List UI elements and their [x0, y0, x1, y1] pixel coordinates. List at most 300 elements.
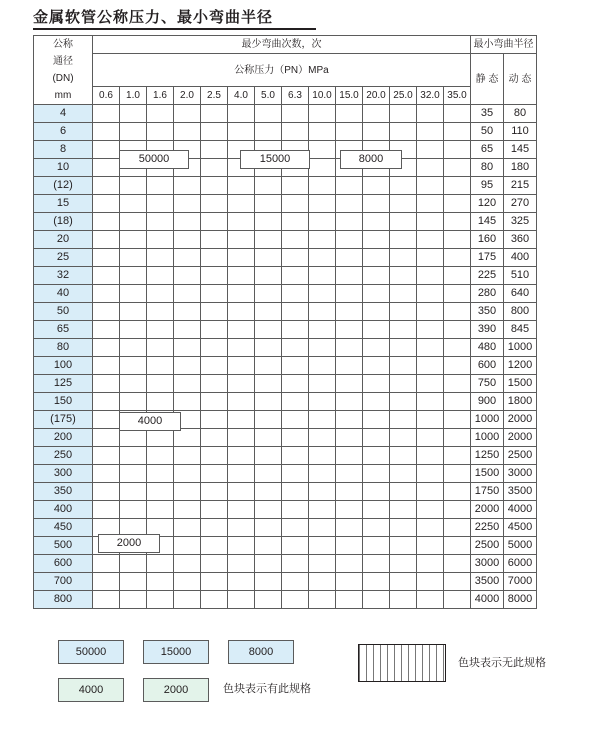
radius-static-cell: 225	[471, 267, 504, 285]
cell-4-1	[120, 177, 147, 195]
cell-4-5	[228, 177, 255, 195]
dn-cell: 300	[34, 465, 93, 483]
cell-6-7	[282, 213, 309, 231]
cell-18-9	[336, 429, 363, 447]
cell-5-5	[228, 195, 255, 213]
cell-26-12	[417, 573, 444, 591]
cell-24-7	[282, 537, 309, 555]
cell-12-1	[120, 321, 147, 339]
cell-19-8	[309, 447, 336, 465]
cell-24-11	[390, 537, 417, 555]
cell-12-10	[363, 321, 390, 339]
radius-dynamic-cell: 1500	[504, 375, 537, 393]
cell-1-11	[390, 123, 417, 141]
table-row	[34, 447, 537, 465]
cell-21-11	[390, 483, 417, 501]
callout-8000: 8000	[340, 150, 402, 169]
cell-9-1	[120, 267, 147, 285]
dn-cell: 32	[34, 267, 93, 285]
cell-6-3	[174, 213, 201, 231]
cell-8-4	[201, 249, 228, 267]
cell-5-12	[417, 195, 444, 213]
cell-18-8	[309, 429, 336, 447]
cell-17-10	[363, 411, 390, 429]
cell-3-4	[201, 159, 228, 177]
cell-19-6	[255, 447, 282, 465]
cell-26-6	[255, 573, 282, 591]
cell-10-5	[228, 285, 255, 303]
cell-26-10	[363, 573, 390, 591]
cell-24-9	[336, 537, 363, 555]
cell-0-13	[444, 105, 471, 123]
cell-24-12	[417, 537, 444, 555]
dn-cell: 100	[34, 357, 93, 375]
cell-1-0	[93, 123, 120, 141]
dn-header-line-3: (DN)	[52, 73, 74, 84]
cell-7-8	[309, 231, 336, 249]
cell-17-5	[228, 411, 255, 429]
cell-7-0	[93, 231, 120, 249]
cell-23-11	[390, 519, 417, 537]
cell-20-4	[201, 465, 228, 483]
cell-0-12	[417, 105, 444, 123]
cell-17-9	[336, 411, 363, 429]
cell-15-13	[444, 375, 471, 393]
cell-10-13	[444, 285, 471, 303]
cell-8-12	[417, 249, 444, 267]
cell-6-2	[147, 213, 174, 231]
dn-cell: 15	[34, 195, 93, 213]
cell-11-9	[336, 303, 363, 321]
cell-23-8	[309, 519, 336, 537]
cell-16-10	[363, 393, 390, 411]
cell-15-2	[147, 375, 174, 393]
cell-10-11	[390, 285, 417, 303]
table-row	[34, 501, 537, 519]
radius-static-cell: 3000	[471, 555, 504, 573]
table-row	[34, 267, 537, 285]
pn-header-1: 1.0	[120, 87, 147, 105]
callout-4000: 4000	[119, 412, 181, 431]
legend-item-8000: 8000	[228, 640, 294, 664]
cell-12-8	[309, 321, 336, 339]
cell-0-7	[282, 105, 309, 123]
cell-12-9	[336, 321, 363, 339]
cell-25-0	[93, 555, 120, 573]
cell-4-6	[255, 177, 282, 195]
cell-4-2	[147, 177, 174, 195]
cell-8-7	[282, 249, 309, 267]
cell-21-9	[336, 483, 363, 501]
cell-17-0	[93, 411, 120, 429]
cell-13-10	[363, 339, 390, 357]
cell-3-12	[417, 159, 444, 177]
radius-static-cell: 350	[471, 303, 504, 321]
cell-27-8	[309, 591, 336, 609]
cell-4-4	[201, 177, 228, 195]
head-row-1	[34, 36, 537, 54]
cell-27-10	[363, 591, 390, 609]
table-row	[34, 285, 537, 303]
cell-14-7	[282, 357, 309, 375]
callout-15000: 15000	[240, 150, 310, 169]
cell-4-9	[336, 177, 363, 195]
cell-11-11	[390, 303, 417, 321]
cell-1-13	[444, 123, 471, 141]
radius-static-cell: 2000	[471, 501, 504, 519]
cell-25-9	[336, 555, 363, 573]
cell-21-0	[93, 483, 120, 501]
cell-4-3	[174, 177, 201, 195]
cell-11-2	[147, 303, 174, 321]
cell-22-13	[444, 501, 471, 519]
dn-cell: 10	[34, 159, 93, 177]
pn-header-6: 5.0	[255, 87, 282, 105]
cell-25-6	[255, 555, 282, 573]
cell-9-12	[417, 267, 444, 285]
cell-7-4	[201, 231, 228, 249]
legend-item-15000: 15000	[143, 640, 209, 664]
radius-dynamic-cell: 3500	[504, 483, 537, 501]
table-row	[34, 303, 537, 321]
cell-26-2	[147, 573, 174, 591]
cell-5-9	[336, 195, 363, 213]
cell-5-7	[282, 195, 309, 213]
cell-2-0	[93, 141, 120, 159]
cell-16-1	[120, 393, 147, 411]
cell-12-5	[228, 321, 255, 339]
cell-20-12	[417, 465, 444, 483]
cell-19-11	[390, 447, 417, 465]
legend-note-has-spec: 色块表示有此规格	[223, 683, 311, 695]
cell-25-10	[363, 555, 390, 573]
cell-19-10	[363, 447, 390, 465]
cell-5-0	[93, 195, 120, 213]
cell-4-12	[417, 177, 444, 195]
cell-24-4	[201, 537, 228, 555]
dn-cell: 600	[34, 555, 93, 573]
cell-20-11	[390, 465, 417, 483]
cell-9-6	[255, 267, 282, 285]
table-row	[34, 357, 537, 375]
cell-22-8	[309, 501, 336, 519]
cell-19-1	[120, 447, 147, 465]
cell-5-13	[444, 195, 471, 213]
dn-cell: 50	[34, 303, 93, 321]
cell-9-10	[363, 267, 390, 285]
radius-static-cell: 4000	[471, 591, 504, 609]
radius-dynamic-cell: 2500	[504, 447, 537, 465]
radius-dynamic-cell: 215	[504, 177, 537, 195]
cell-22-5	[228, 501, 255, 519]
radius-dynamic-cell: 180	[504, 159, 537, 177]
cell-25-8	[309, 555, 336, 573]
cell-13-9	[336, 339, 363, 357]
pn-header-7: 6.3	[282, 87, 309, 105]
cell-20-9	[336, 465, 363, 483]
cell-27-2	[147, 591, 174, 609]
cell-13-2	[147, 339, 174, 357]
cell-0-3	[174, 105, 201, 123]
cell-1-5	[228, 123, 255, 141]
cell-21-1	[120, 483, 147, 501]
table-row	[34, 231, 537, 249]
cell-5-6	[255, 195, 282, 213]
cell-25-2	[147, 555, 174, 573]
dn-cell: 4	[34, 105, 93, 123]
radius-dynamic-cell: 7000	[504, 573, 537, 591]
radius-static-cell: 750	[471, 375, 504, 393]
radius-static-cell: 480	[471, 339, 504, 357]
cell-13-4	[201, 339, 228, 357]
cell-7-2	[147, 231, 174, 249]
cell-1-1	[120, 123, 147, 141]
cell-9-3	[174, 267, 201, 285]
cell-16-6	[255, 393, 282, 411]
cell-9-0	[93, 267, 120, 285]
cell-16-9	[336, 393, 363, 411]
cell-16-3	[174, 393, 201, 411]
cell-14-10	[363, 357, 390, 375]
cell-26-3	[174, 573, 201, 591]
cell-1-8	[309, 123, 336, 141]
cell-12-6	[255, 321, 282, 339]
cell-7-11	[390, 231, 417, 249]
dn-cell: 250	[34, 447, 93, 465]
radius-dynamic-cell: 360	[504, 231, 537, 249]
cell-18-7	[282, 429, 309, 447]
cell-6-5	[228, 213, 255, 231]
cell-1-10	[363, 123, 390, 141]
cell-22-1	[120, 501, 147, 519]
cell-24-5	[228, 537, 255, 555]
cell-6-8	[309, 213, 336, 231]
cell-1-3	[174, 123, 201, 141]
radius-dynamic-cell: 400	[504, 249, 537, 267]
cell-25-3	[174, 555, 201, 573]
dn-cell: 350	[34, 483, 93, 501]
table-row	[34, 429, 537, 447]
cell-20-8	[309, 465, 336, 483]
cell-8-5	[228, 249, 255, 267]
radius-dynamic-cell: 2000	[504, 429, 537, 447]
cell-26-8	[309, 573, 336, 591]
radius-static-cell: 120	[471, 195, 504, 213]
cell-27-12	[417, 591, 444, 609]
cell-8-0	[93, 249, 120, 267]
cell-27-4	[201, 591, 228, 609]
cell-7-10	[363, 231, 390, 249]
cell-23-5	[228, 519, 255, 537]
cell-1-2	[147, 123, 174, 141]
cell-10-12	[417, 285, 444, 303]
cell-14-3	[174, 357, 201, 375]
cell-27-13	[444, 591, 471, 609]
cell-22-7	[282, 501, 309, 519]
cell-22-9	[336, 501, 363, 519]
cell-22-3	[174, 501, 201, 519]
cell-10-0	[93, 285, 120, 303]
table-row	[34, 213, 537, 231]
table-row	[34, 123, 537, 141]
cell-0-8	[309, 105, 336, 123]
radius-static-cell: 3500	[471, 573, 504, 591]
pn-header-11: 25.0	[390, 87, 417, 105]
cell-20-1	[120, 465, 147, 483]
cell-16-8	[309, 393, 336, 411]
cell-16-11	[390, 393, 417, 411]
cell-0-11	[390, 105, 417, 123]
cell-14-0	[93, 357, 120, 375]
radius-static-cell: 50	[471, 123, 504, 141]
cell-2-13	[444, 141, 471, 159]
cell-16-0	[93, 393, 120, 411]
cell-9-4	[201, 267, 228, 285]
pn-header-10: 20.0	[363, 87, 390, 105]
cell-16-7	[282, 393, 309, 411]
cell-1-9	[336, 123, 363, 141]
cell-23-4	[201, 519, 228, 537]
radius-dynamic-cell: 640	[504, 285, 537, 303]
cell-6-9	[336, 213, 363, 231]
cell-12-13	[444, 321, 471, 339]
cell-15-12	[417, 375, 444, 393]
radius-static-cell: 160	[471, 231, 504, 249]
radius-static-cell: 65	[471, 141, 504, 159]
cell-15-0	[93, 375, 120, 393]
dn-cell: (175)	[34, 411, 93, 429]
cell-24-13	[444, 537, 471, 555]
dn-cell: (18)	[34, 213, 93, 231]
cell-9-7	[282, 267, 309, 285]
cell-6-11	[390, 213, 417, 231]
table-row	[34, 591, 537, 609]
cell-4-0	[93, 177, 120, 195]
dn-cell: 6	[34, 123, 93, 141]
pn-title: 公称压力（PN）MPa	[93, 54, 471, 87]
cell-11-4	[201, 303, 228, 321]
cell-11-12	[417, 303, 444, 321]
cell-17-4	[201, 411, 228, 429]
table-row	[34, 393, 537, 411]
cell-0-9	[336, 105, 363, 123]
cell-1-6	[255, 123, 282, 141]
cell-26-4	[201, 573, 228, 591]
cell-21-8	[309, 483, 336, 501]
cell-11-0	[93, 303, 120, 321]
page-title: 金属软管公称压力、最小弯曲半径	[33, 8, 274, 26]
dn-cell: 8	[34, 141, 93, 159]
cell-13-8	[309, 339, 336, 357]
cell-27-6	[255, 591, 282, 609]
cell-9-8	[309, 267, 336, 285]
radius-static-cell: 280	[471, 285, 504, 303]
cell-13-5	[228, 339, 255, 357]
radius-dynamic-cell: 145	[504, 141, 537, 159]
cell-8-3	[174, 249, 201, 267]
pn-header-8: 10.0	[309, 87, 336, 105]
cell-25-12	[417, 555, 444, 573]
cell-10-2	[147, 285, 174, 303]
cell-19-2	[147, 447, 174, 465]
cell-5-3	[174, 195, 201, 213]
cell-8-8	[309, 249, 336, 267]
cell-3-0	[93, 159, 120, 177]
table-row	[34, 375, 537, 393]
radius-dynamic-header: 动 态	[504, 54, 537, 105]
dn-cell: 25	[34, 249, 93, 267]
cell-14-1	[120, 357, 147, 375]
cell-11-8	[309, 303, 336, 321]
cell-1-4	[201, 123, 228, 141]
cell-22-11	[390, 501, 417, 519]
cell-14-9	[336, 357, 363, 375]
cell-18-3	[174, 429, 201, 447]
radius-dynamic-cell: 2000	[504, 411, 537, 429]
cell-15-11	[390, 375, 417, 393]
cell-22-4	[201, 501, 228, 519]
cell-18-1	[120, 429, 147, 447]
dn-cell: 800	[34, 591, 93, 609]
cell-24-6	[255, 537, 282, 555]
radius-dynamic-cell: 325	[504, 213, 537, 231]
cell-2-8	[309, 141, 336, 159]
cell-5-4	[201, 195, 228, 213]
cell-8-11	[390, 249, 417, 267]
cell-8-13	[444, 249, 471, 267]
cell-14-2	[147, 357, 174, 375]
cell-15-4	[201, 375, 228, 393]
cell-0-6	[255, 105, 282, 123]
title-underline	[33, 28, 316, 30]
cell-8-2	[147, 249, 174, 267]
cell-23-9	[336, 519, 363, 537]
dn-cell: 500	[34, 537, 93, 555]
dn-cell: 65	[34, 321, 93, 339]
legend-item-50000: 50000	[58, 640, 124, 664]
head-row-2	[34, 54, 537, 87]
cell-3-13	[444, 159, 471, 177]
cell-19-7	[282, 447, 309, 465]
table-body	[34, 105, 537, 609]
cell-26-1	[120, 573, 147, 591]
radius-static-cell: 1250	[471, 447, 504, 465]
cell-2-12	[417, 141, 444, 159]
cell-7-3	[174, 231, 201, 249]
cell-11-10	[363, 303, 390, 321]
cell-14-13	[444, 357, 471, 375]
cell-10-6	[255, 285, 282, 303]
radius-dynamic-cell: 1000	[504, 339, 537, 357]
radius-title: 最小弯曲半径	[471, 36, 537, 54]
radius-static-cell: 1750	[471, 483, 504, 501]
dn-cell: 200	[34, 429, 93, 447]
radius-dynamic-cell: 5000	[504, 537, 537, 555]
cell-5-11	[390, 195, 417, 213]
cell-25-4	[201, 555, 228, 573]
cell-9-5	[228, 267, 255, 285]
cell-7-7	[282, 231, 309, 249]
cell-8-1	[120, 249, 147, 267]
cell-26-7	[282, 573, 309, 591]
cell-21-10	[363, 483, 390, 501]
dn-header-line-4: mm	[54, 90, 72, 101]
cell-21-5	[228, 483, 255, 501]
pn-header-5: 4.0	[228, 87, 255, 105]
cell-27-5	[228, 591, 255, 609]
radius-dynamic-cell: 800	[504, 303, 537, 321]
radius-static-cell: 900	[471, 393, 504, 411]
